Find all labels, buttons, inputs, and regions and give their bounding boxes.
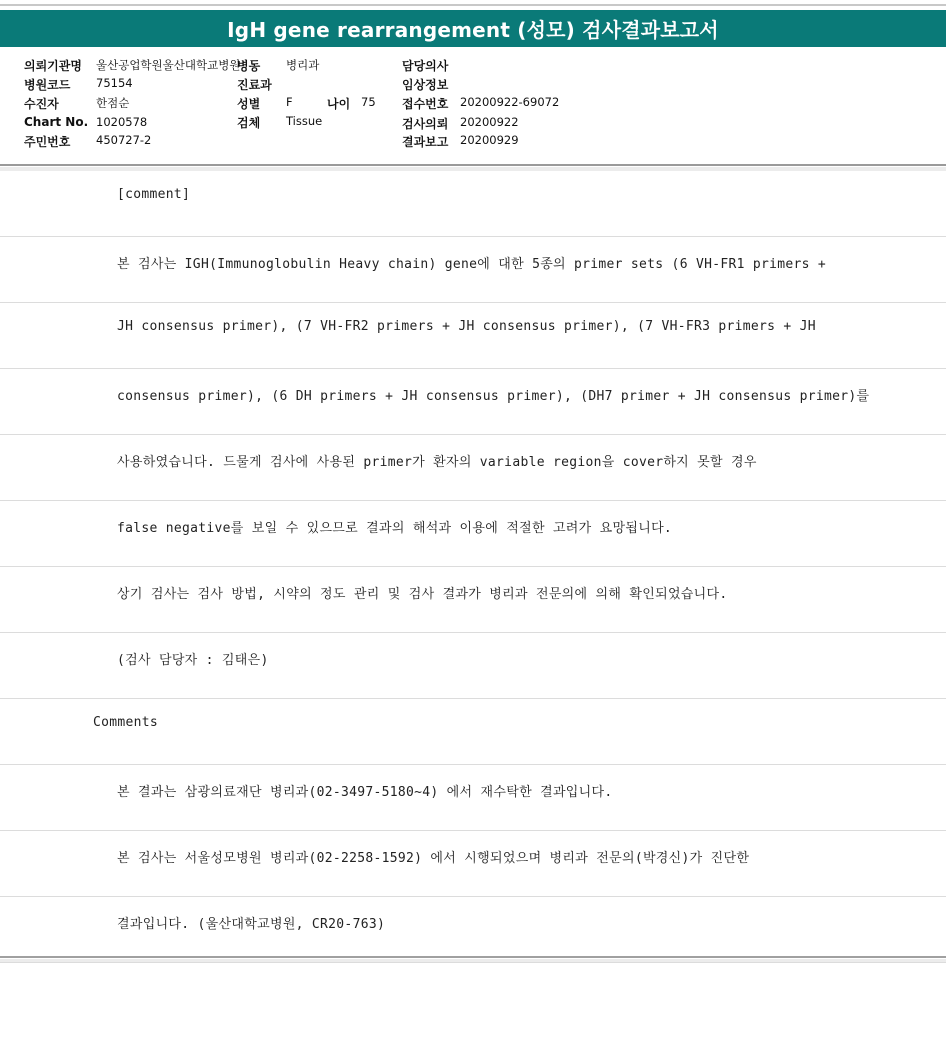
age-value: 75 — [361, 95, 376, 109]
report-body — [0, 171, 946, 963]
specimen-value: Tissue — [286, 114, 323, 128]
report-line — [0, 765, 946, 831]
report-line — [0, 237, 946, 303]
requesting-institution-label: 의뢰기관명 — [24, 59, 82, 73]
report-line — [0, 897, 946, 963]
report-line — [0, 567, 946, 633]
report-line — [0, 633, 946, 699]
sex-value: F — [286, 95, 293, 109]
hospital-code-label: 병원코드 — [24, 78, 71, 92]
report-line-text: 본 검사는 서울성모병원 병리과(02-2258-1592) 에서 시행되었으며 병리과 전문의(박경신)가 진단한 — [117, 851, 750, 866]
patient-info-panel — [0, 48, 946, 164]
department-label: 진료과 — [237, 78, 272, 92]
comment-heading: [comment] — [117, 187, 191, 202]
technician-note: (검사 담당자 : 김태은) — [117, 653, 269, 668]
report-line — [0, 831, 946, 897]
accession-label: 접수번호 — [402, 97, 449, 111]
attending-label: 담당의사 — [402, 59, 449, 73]
bottom-divider — [0, 956, 946, 958]
report-line-text: JH consensus primer), (7 VH-FR2 primers + JH consensus primer), (7 VH-FR3 primers + JH — [117, 319, 816, 334]
report-title: IgH gene rearrangement (성모) 검사결과보고서 — [227, 18, 719, 42]
age-label: 나이 — [327, 97, 351, 111]
info-divider — [0, 164, 946, 166]
report-line-text: 본 검사는 IGH(Immunoglobulin Heavy chain) gene에 대한 5종의 primer sets (6 VH-FR1 primers + — [117, 257, 826, 272]
bottom-divider-shadow — [0, 959, 946, 962]
comments-heading: Comments — [93, 715, 159, 730]
patient-label: 수진자 — [24, 97, 59, 111]
report-line-text: 본 결과는 삼광의료재단 병리과(02-3497-5180~4) 에서 재수탁한 결과입니다. — [117, 785, 613, 800]
report-line — [0, 501, 946, 567]
ward-value: 병리과 — [286, 58, 320, 72]
resident-no-label: 주민번호 — [24, 135, 71, 149]
clinical-info-label: 임상정보 — [402, 78, 449, 92]
report-line-text: 상기 검사는 검사 방법, 시약의 정도 관리 및 검사 결과가 병리과 전문의에 의해 확인되었습니다. — [117, 587, 728, 602]
chart-no-value: 1020578 — [96, 115, 148, 129]
requested-date-label: 검사의뢰 — [402, 117, 449, 131]
accession-value: 20200922-69072 — [460, 95, 560, 109]
hospital-code-value: 75154 — [96, 76, 133, 90]
report-line-text: false negative를 보일 수 있으므로 결과의 해석과 이용에 적절한 고려가 요망됩니다. — [117, 521, 673, 536]
requested-date-value: 20200922 — [460, 115, 519, 129]
sex-label: 성별 — [237, 97, 261, 111]
report-line-text: consensus primer), (6 DH primers + JH consensus primer), (DH7 primer + JH consensus primer)를 — [117, 389, 870, 404]
report-line-text: 사용하였습니다. 드물게 검사에 사용된 primer가 환자의 variable region을 cover하지 못할 경우 — [117, 455, 757, 470]
requesting-institution-value: 울산공업학원울산대학교병원 — [96, 58, 241, 72]
resident-no-value: 450727-2 — [96, 133, 152, 147]
report-line-text: 결과입니다. (울산대학교병원, CR20-763) — [117, 917, 386, 932]
specimen-label: 검체 — [237, 116, 261, 130]
report-line — [0, 369, 946, 435]
reported-date-value: 20200929 — [460, 133, 519, 147]
ward-label: 병동 — [237, 59, 261, 73]
report-line — [0, 699, 946, 765]
top-divider — [0, 4, 946, 6]
report-title-bar — [0, 10, 946, 47]
chart-no-label: Chart No. — [24, 115, 89, 129]
reported-date-label: 결과보고 — [402, 135, 449, 149]
report-line — [0, 171, 946, 237]
report-line — [0, 303, 946, 369]
report-line — [0, 435, 946, 501]
patient-value: 한점순 — [96, 96, 130, 110]
